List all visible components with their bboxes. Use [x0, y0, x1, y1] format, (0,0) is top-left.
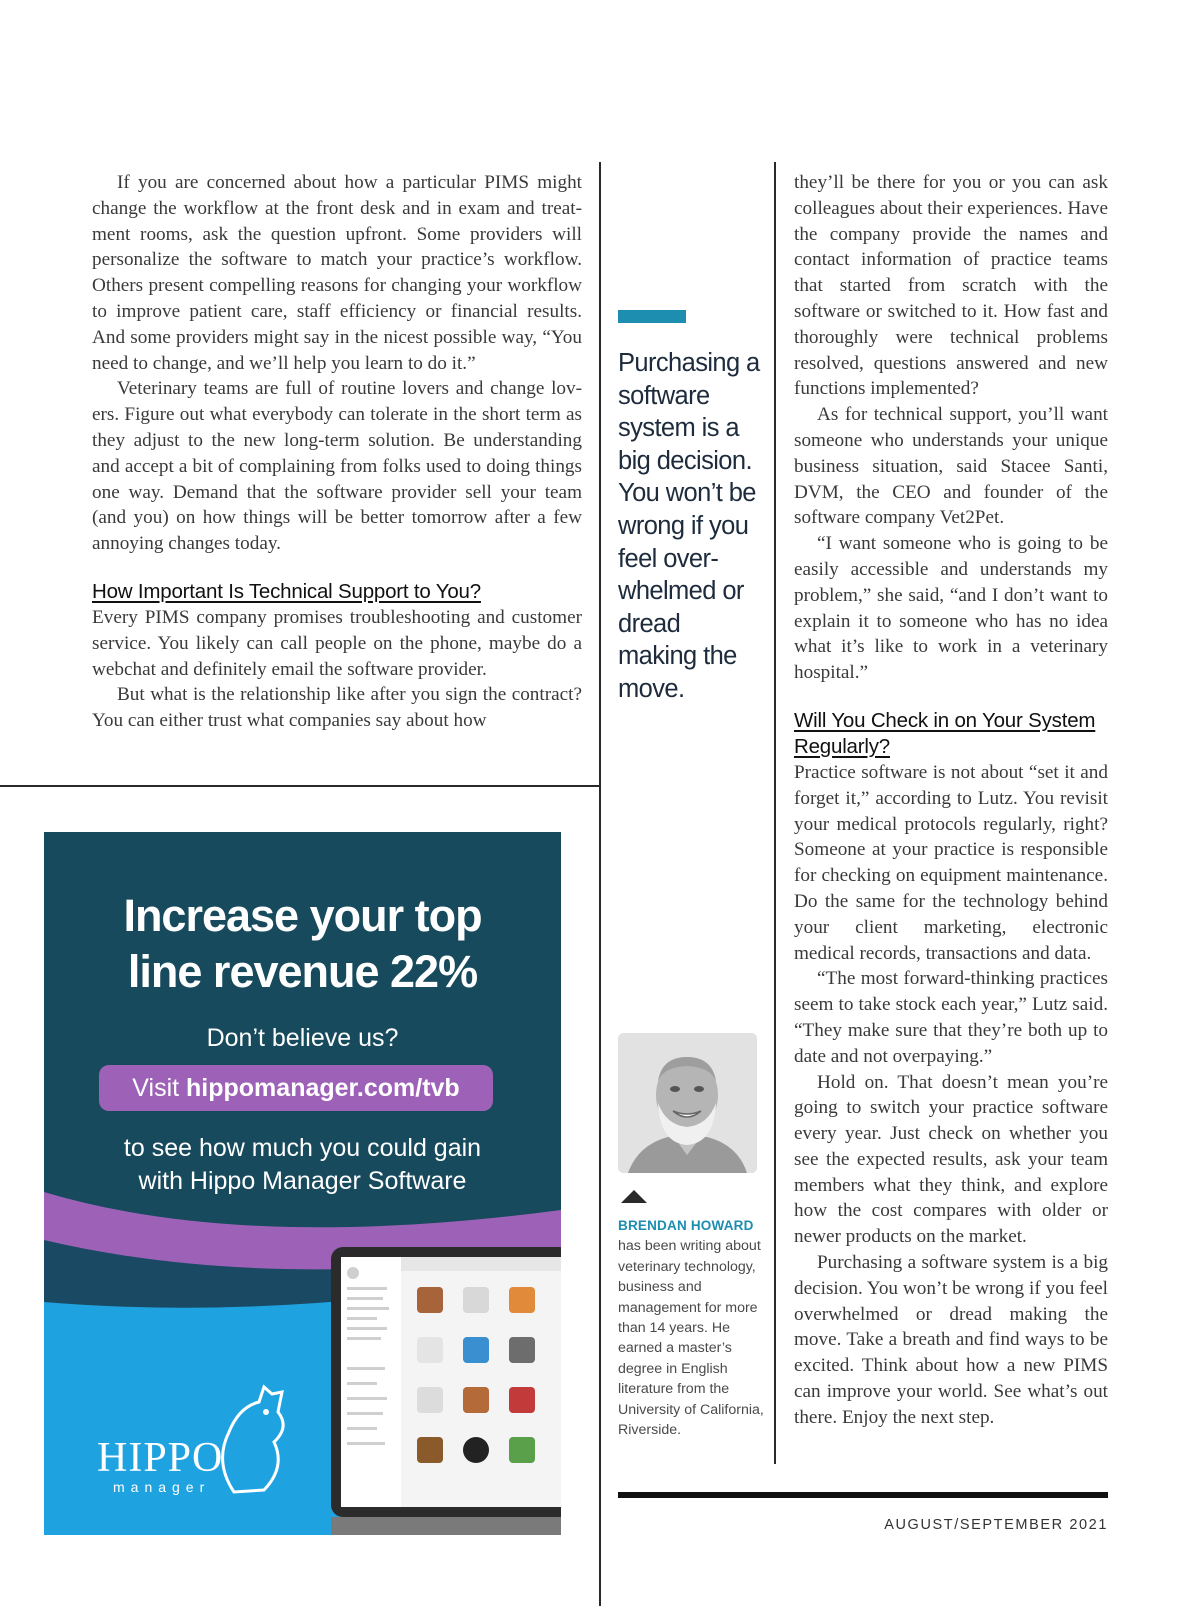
logo-wordmark: HIPPO: [97, 1435, 224, 1481]
column-divider: [599, 162, 601, 1606]
author-portrait-image: [618, 1033, 757, 1173]
hippo-manager-advertisement[interactable]: [44, 832, 561, 1535]
ad-headline-line: line revenue 22%: [127, 946, 478, 997]
pull-quote-accent-bar: [618, 310, 686, 323]
article-paragraph: they’ll be there for you or you can ask colleagues about their experiences. Have the company provide the names and contact information of practice teams that started from scratch with the software or switched to it. How fast and thoroughly were technical problems resolved, questions answered and new functions implemented?: [794, 172, 1108, 400]
footer-rule: [618, 1492, 1108, 1498]
photo-caption-arrow-icon: [621, 1190, 647, 1203]
hippo-manager-logo: [97, 1437, 223, 1495]
ad-headline-line: Increase your top: [123, 890, 482, 941]
logo-subtitle: manager: [113, 1479, 211, 1495]
article-column-left: [92, 170, 582, 734]
ad-body-line: with Hippo Manager Software: [138, 1167, 467, 1195]
ad-body-text: [44, 1132, 561, 1198]
ad-subline: Don’t believe us?: [206, 1024, 399, 1052]
article-paragraph: Purchasing a software system is a big decision. You won’t be wrong if you feel overwhelmed or dread making the move. Take a breath and find ways to be excited. Think about how a new PIMS can improve your world. See what’s out there. Enjoy the next step.: [794, 1252, 1108, 1428]
column-divider: [774, 162, 776, 1464]
section-heading: Will You Check in on Your System Regularly?: [794, 708, 1096, 758]
article-paragraph: As for technical support, you’ll want someone who understands your unique business situation, said Stacee Santi, DVM, the CEO and founder of the software company Vet2Pet.: [794, 404, 1108, 529]
laptop-screenshot-image: [331, 1247, 561, 1535]
issue-date-folio: AUGUST/SEPTEMBER 2021: [884, 1517, 1108, 1533]
author-bio-text: has been writing about veterinary technology, business and management for more than 14 years. He earned a master’s degree in English literature from the University of California, Riverside.: [618, 1238, 764, 1439]
section-heading: How Important Is Technical Support to You?: [92, 579, 481, 603]
ad-divider: [0, 785, 600, 787]
pull-quote: Purchasing a software system is a big decision. You won’t be wrong if you feel overwhelmed or dread making the move.: [618, 349, 760, 703]
ad-url-link[interactable]: hippomanager.com/tvb: [186, 1074, 460, 1102]
author-bio: [618, 1216, 768, 1440]
article-column-right: [794, 170, 1108, 1431]
article-paragraph: Hold on. That doesn’t mean you’re going to switch your practice software every year. Just check on whether you see the expected results, ask your team members what they think, and explore how the cost compares with older or newer products on the market.: [794, 1071, 1108, 1248]
author-name: BRENDAN HOWARD: [618, 1218, 754, 1233]
ad-pill-prefix: Visit: [132, 1074, 187, 1102]
author-photo: [618, 1033, 757, 1173]
ad-body-line: to see how much you could gain: [123, 1134, 482, 1162]
article-paragraph: But what is the relationship like after you sign the contract? You can either trust what companies say about how: [92, 684, 582, 732]
article-paragraph: Veterinary teams are full of routine lovers and change lovers. Figure out what everybody can tolerate in the short term as they adjust to the new long-term solution. Be understanding and accept a bit of complaining from folks used to doing things one way. Demand that the software provider sell your team (and you) on how things will be better tomorrow after a few annoying changes today.: [92, 378, 582, 555]
ad-visit-url-button[interactable]: [99, 1065, 493, 1111]
article-paragraph: Practice software is not about “set it and forget it,” according to Lutz. You revisit your medical protocols regularly, right? Someone at your practice is responsible for checking on equipment maintenance. Do the same for the technology behind your client marketing, electronic medical records, transactions and data.: [794, 761, 1108, 964]
article-paragraph: “I want someone who is going to be easily accessible and understands my problem,” she said, “and I don’t want to explain it to someone who has no idea what it’s like to work in a veterinary hospital.”: [794, 533, 1108, 684]
article-paragraph: Every PIMS company promises troubleshooting and customer service. You likely can call people on the phone, maybe do a webchat and definitely email the software provider.: [92, 606, 582, 680]
article-paragraph: “The most forward-thinking practices seem to take stock each year,” Lutz said. “They make sure that they’re both up to date and not overpaying.”: [794, 968, 1108, 1067]
ad-headline: [44, 888, 561, 1000]
article-paragraph: If you are concerned about how a particular PIMS might change the workflow at the front desk and in exam and treatment rooms, ask the question upfront. Some providers will personalize the software to match your practice’s workflow. Others present compelling reasons for changing your workflow to improve patient care, staff efficiency or financial results. And some providers might say in the nicest possible way, “You need to change, and we’ll help you learn to do it.”: [92, 172, 582, 374]
